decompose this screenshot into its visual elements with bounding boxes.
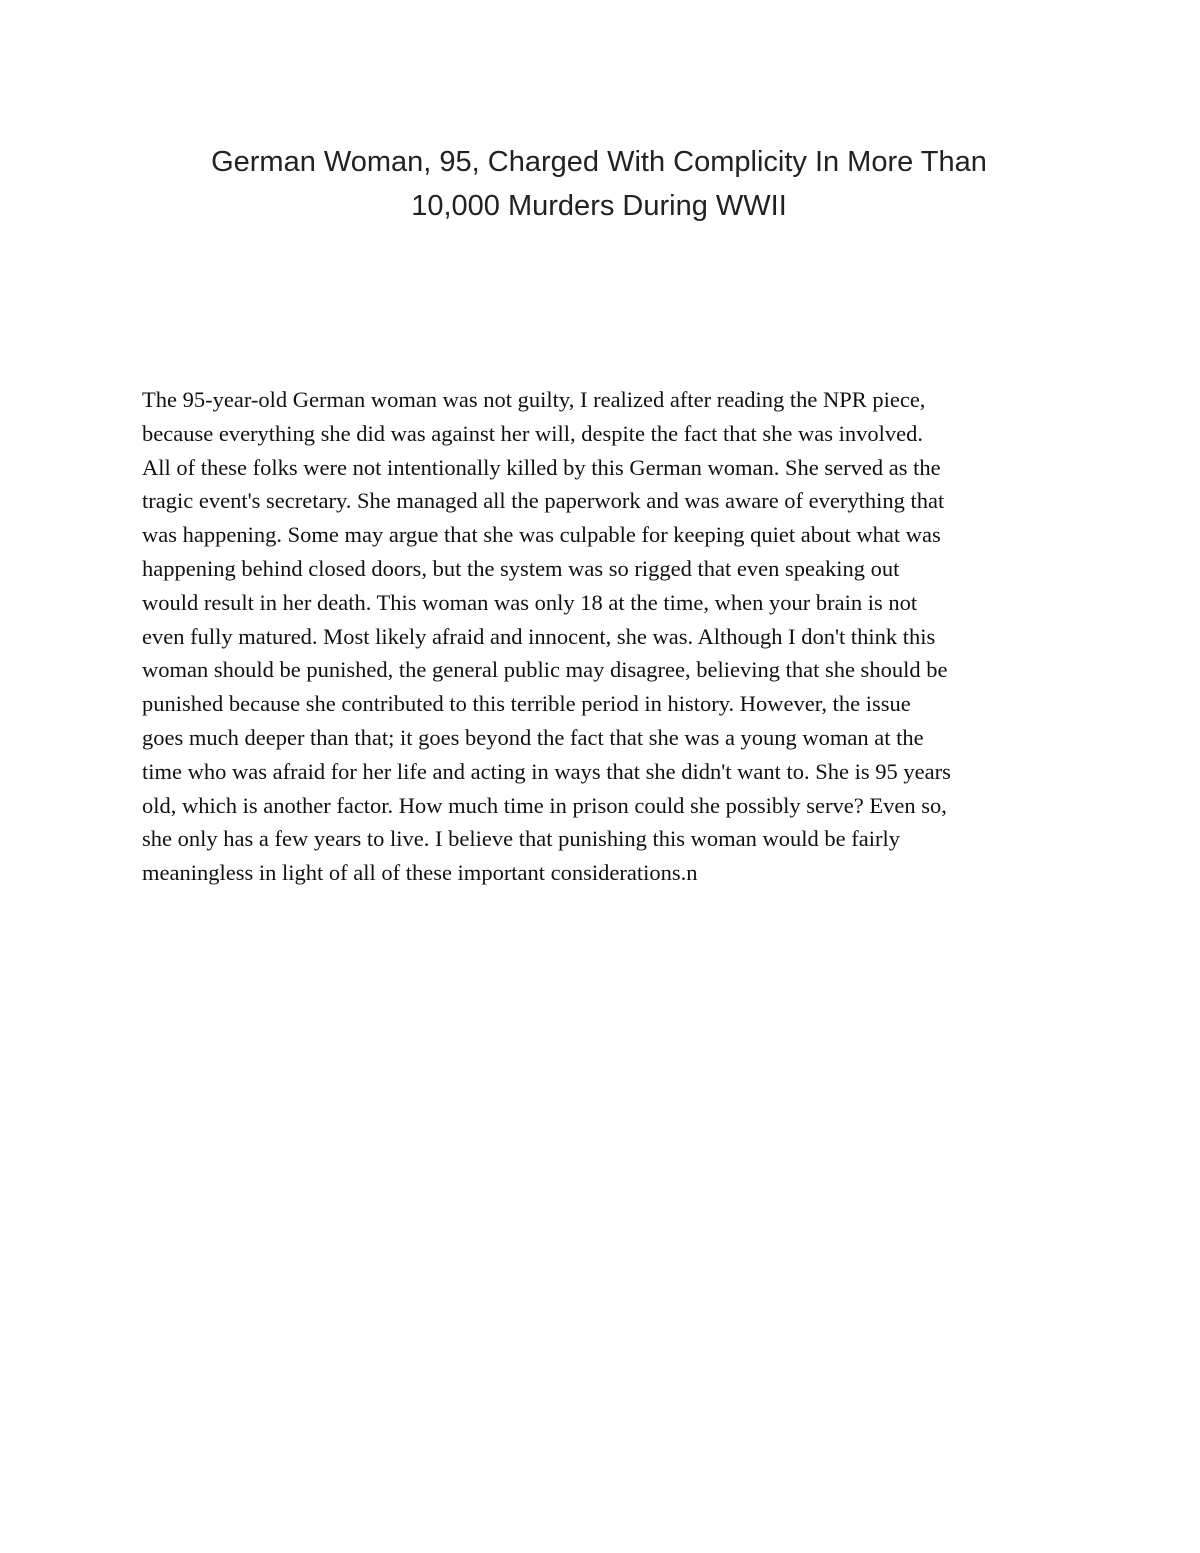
paragraph-line: woman should be punished, the general public may disagree, believing that she should be [142, 657, 948, 683]
paragraph-line: punished because she contributed to this terrible period in history. However, the issue [142, 691, 911, 717]
paragraph-line: because everything she did was against her will, despite the fact that she was involved. [142, 420, 924, 446]
body-paragraph [142, 383, 1072, 890]
paragraph-line: All of these folks were not intentionally killed by this German woman. She served as the [142, 454, 941, 480]
paragraph-line: time who was afraid for her life and acting in ways that she didn't want to. She is 95 years [142, 758, 951, 784]
paragraph-line: happening behind closed doors, but the system was so rigged that even speaking out [142, 555, 900, 581]
paragraph-line: old, which is another factor. How much time in prison could she possibly serve? Even so, [142, 792, 947, 818]
paragraph-line: she only has a few years to live. I believe that punishing this woman would be fairly [142, 826, 900, 852]
paragraph-line: was happening. Some may argue that she was culpable for keeping quiet about what was [142, 522, 941, 548]
paragraph-line: The 95-year-old German woman was not guilty, I realized after reading the NPR piece, [142, 387, 926, 412]
title-line-2: 10,000 Murders During WWII [411, 190, 787, 222]
paragraph-line: tragic event's secretary. She managed all the paperwork and was aware of everything that [142, 488, 945, 514]
title-line-1: German Woman, 95, Charged With Complicity In More Than [211, 146, 987, 178]
paragraph-line: goes much deeper than that; it goes beyond the fact that she was a young woman at the [142, 724, 924, 750]
paragraph-line: even fully matured. Most likely afraid and innocent, she was. Although I don't think this [142, 623, 936, 649]
document-title [140, 140, 1058, 228]
paragraph-line: would result in her death. This woman was only 18 at the time, when your brain is not [142, 589, 918, 615]
paragraph-line: meaningless in light of all of these important considerations.n [142, 860, 698, 886]
